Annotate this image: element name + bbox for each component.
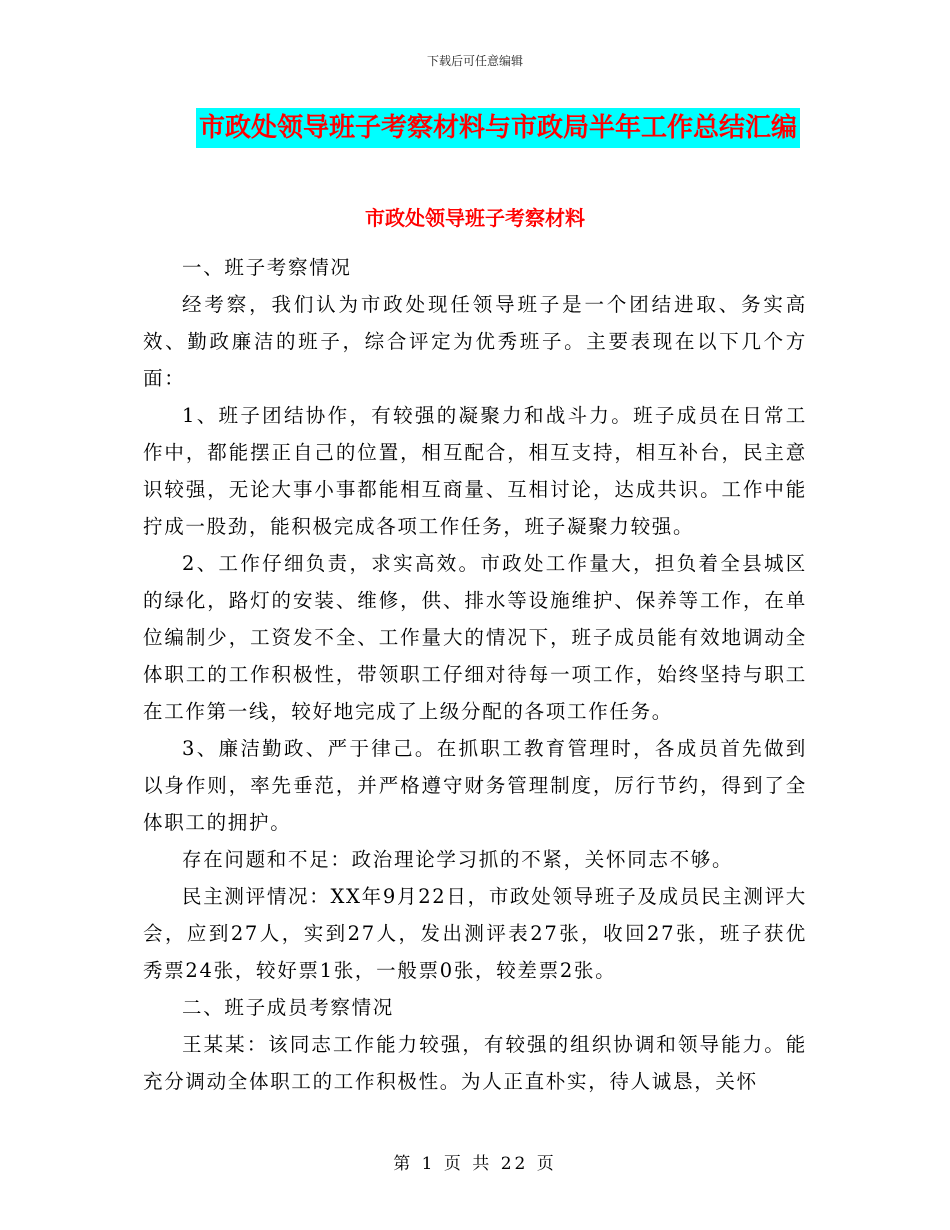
page-number-footer: 第 1 页 共 22 页 (393, 1154, 557, 1174)
document-body (143, 249, 807, 1100)
document-title-container (0, 108, 950, 148)
paragraph: 一、班子考察情况 (182, 256, 352, 279)
paragraph: 1、班子团结协作，有较强的凝聚力和战斗力。班子成员在日常工作中，都能摆正自己的位置，相互配合，相互支持，相互补台，民主意识较强，无论大事小事都能相互商量、互相讨论，达成共识。工作中能拧成一股劲，能积极完成各项工作任务，班子凝聚力较强。 (143, 404, 807, 538)
paragraph: 存在问题和不足：政治理论学习抓的不紧，关怀同志不够。 (182, 848, 734, 871)
document-title: 市政处领导班子考察材料与市政局半年工作总结汇编 (196, 108, 800, 148)
page-header-note: 下载后可任意编辑 (426, 54, 523, 68)
paragraph: 二、班子成员考察情况 (182, 996, 395, 1019)
paragraph: 3、廉洁勤政、严于律己。在抓职工教育管理时，各成员首先做到以身作则，率先垂范，并严格遵守财务管理制度，厉行节约，得到了全体职工的拥护。 (143, 737, 807, 834)
section-title: 市政处领导班子考察材料 (365, 206, 585, 230)
paragraph: 2、工作仔细负责，求实高效。市政处工作量大，担负着全县城区的绿化，路灯的安装、维修，供、排水等设施维护、保养等工作，在单位编制少，工资发不全、工作量大的情况下，班子成员能有效地调动全体职工的工作积极性，带领职工仔细对待每一项工作，始终坚持与职工在工作第一线，较好地完成了上级分配的各项工作任务。 (143, 552, 807, 723)
paragraph: 民主测评情况：XX年9月22日，市政处领导班子及成员民主测评大会，应到27人，实到27人，发出测评表27张，收回27张，班子获优秀票24张，较好票1张，一般票0张，较差票2张。 (143, 885, 807, 982)
paragraph: 经考察，我们认为市政处现任领导班子是一个团结进取、务实高效、勤政廉洁的班子，综合评定为优秀班子。主要表现在以下几个方面： (143, 293, 807, 390)
paragraph: 王某某：该同志工作能力较强，有较强的组织协调和领导能力。能充分调动全体职工的工作积极性。为人正直朴实，待人诚恳，关怀 (143, 1033, 807, 1093)
